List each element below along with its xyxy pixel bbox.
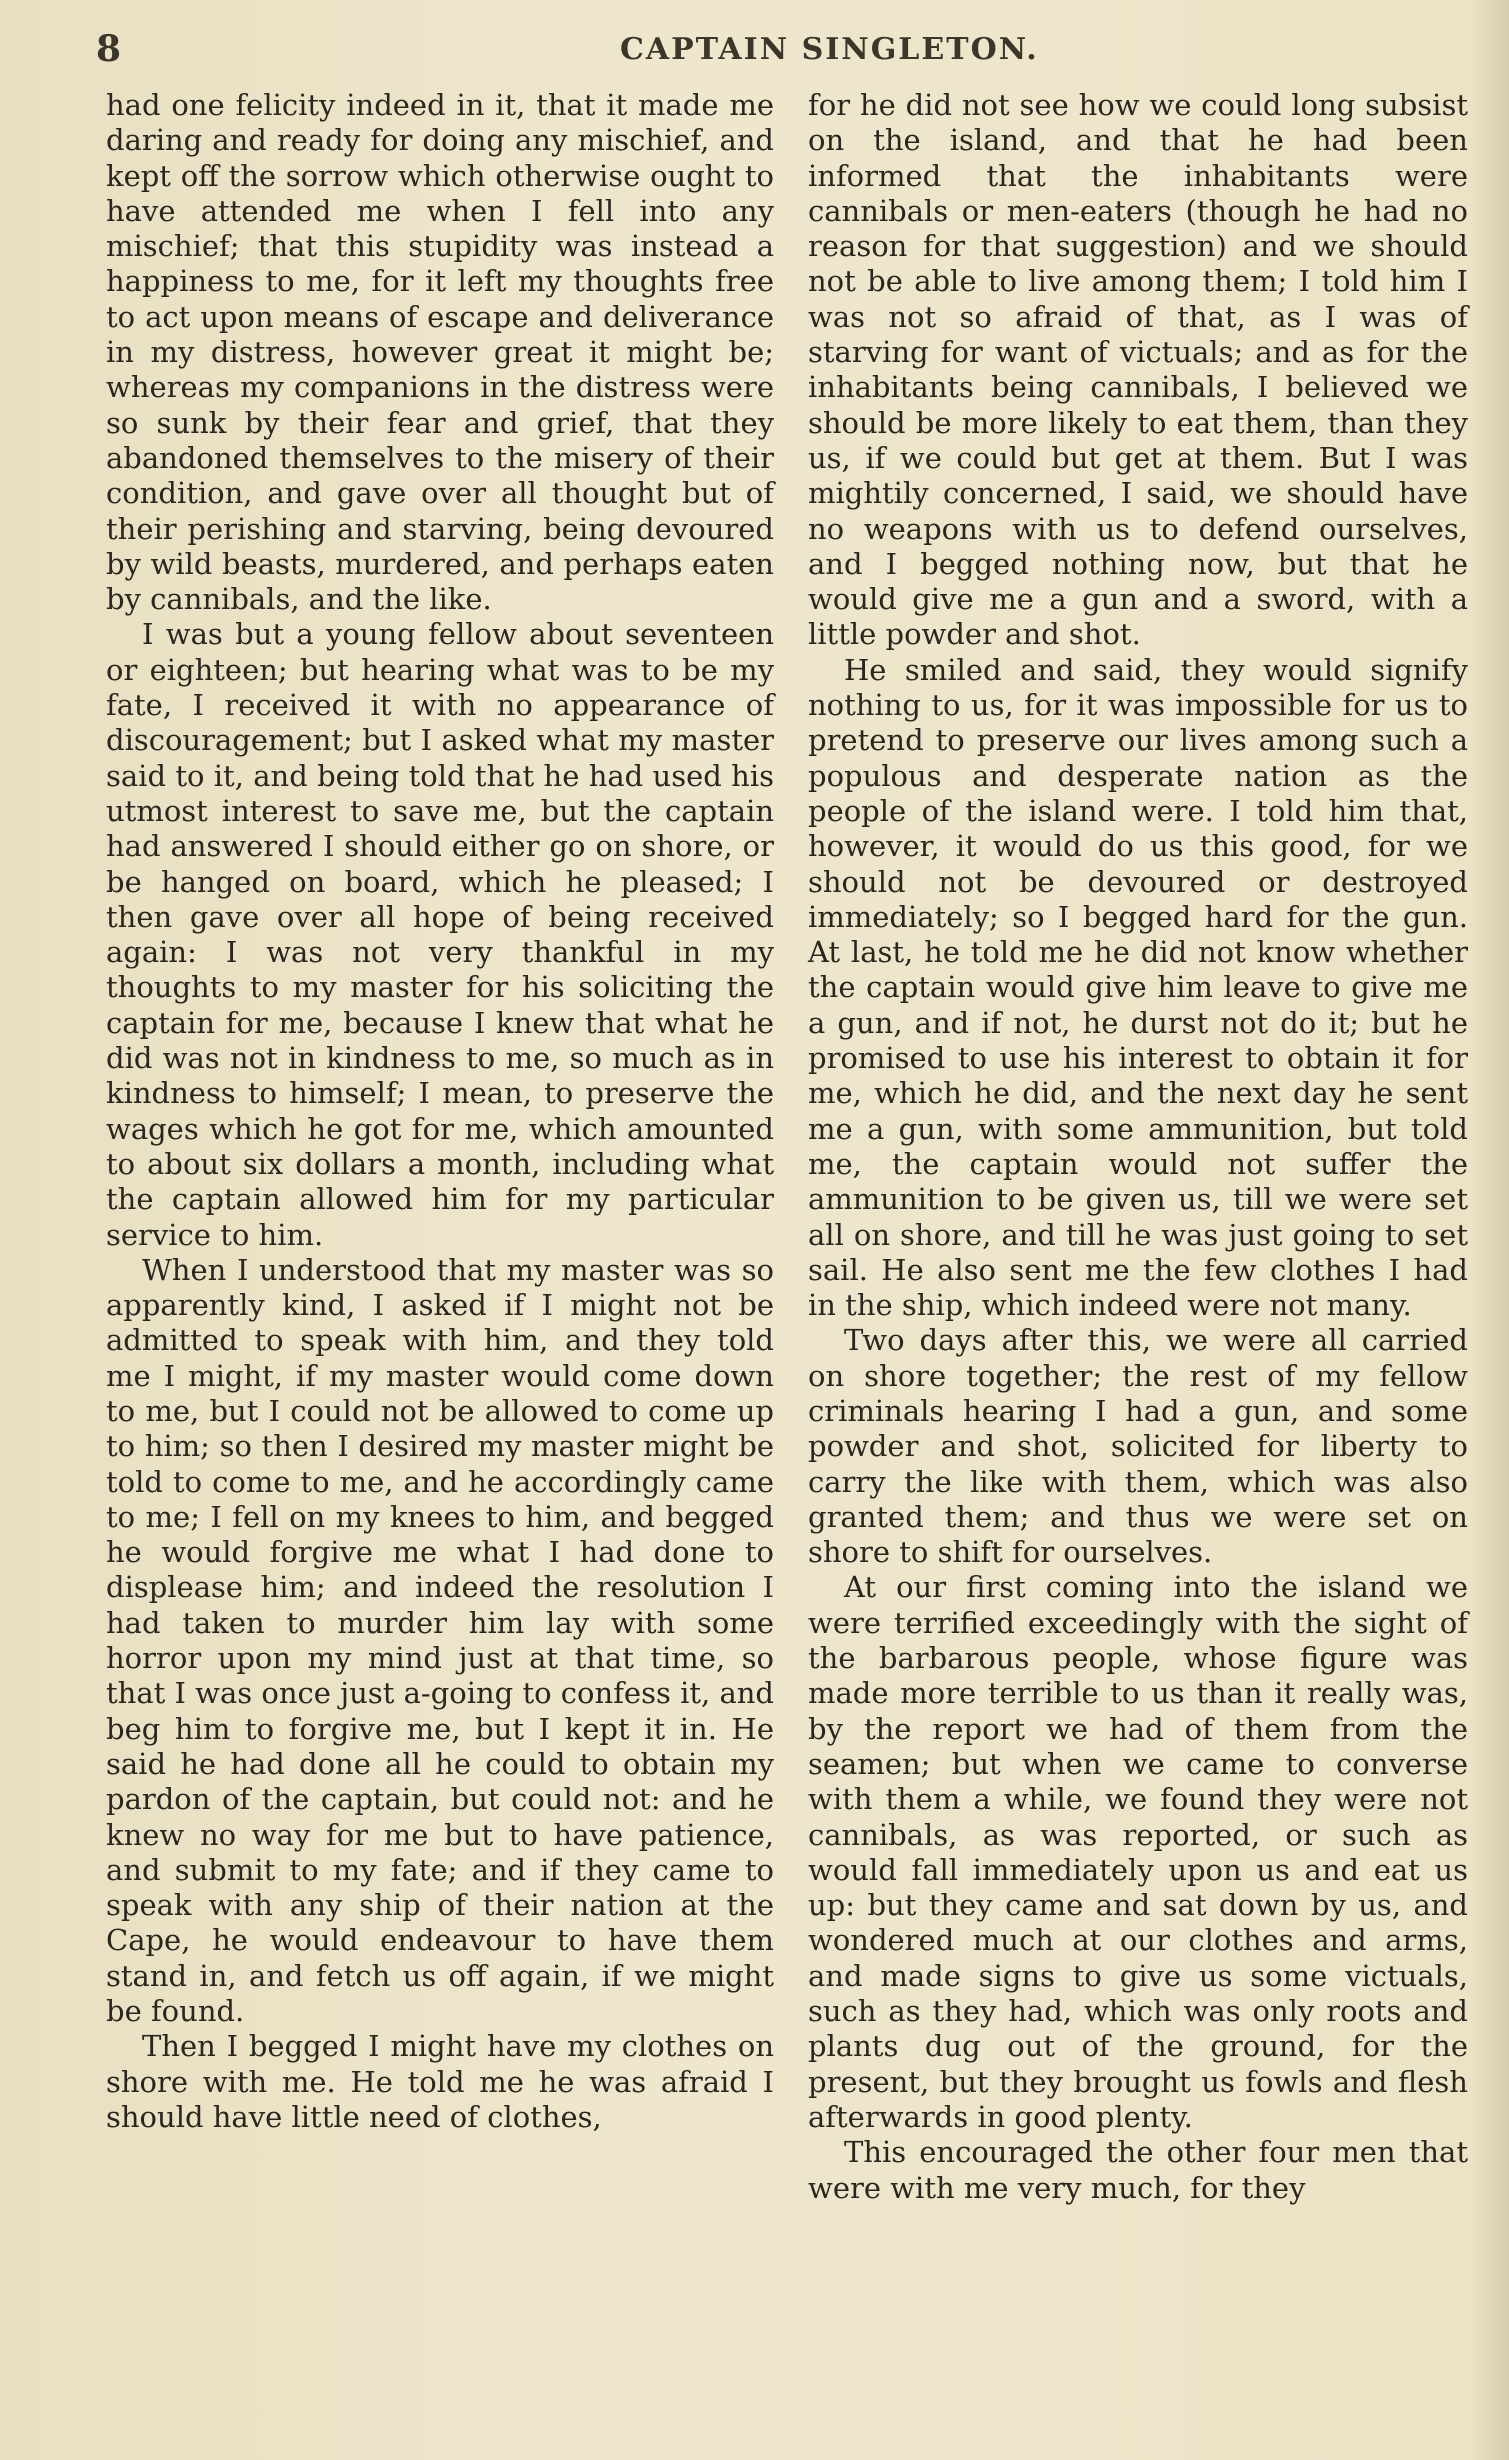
paragraph: When I understood that my master was so apparently kind, I asked if I might not be admitted to speak with him, and they told me I might, if my master would come down to me, but I could not be allowed to come up to him; so then I desired my master might be told to come to me, and he accordingly came to me; I fell on my knees to him, and begged he would forgive me what I had done to displease him; and indeed the resolution I had taken to murder him lay with some horror upon my mind just at that time, so that I was once just a-going to confess it, and beg him to forgive me, but I kept it in. He said he had done all he could to obtain my pardon of the captain, but could not: and he knew no way for me but to have patience, and submit to my fate; and if they came to speak with any ship of their nation at the Cape, he would endeavour to have them stand in, and fetch us off again, if we might be found. (106, 1252, 774, 2029)
right-column (808, 88, 1468, 2206)
page-edge-shadow (1469, 0, 1509, 2460)
paragraph: He smiled and said, they would signify nothing to us, for it was impossible for us to pretend to preserve our lives among such a populous and desperate nation as the people of the island were. I told him that, however, it would do us this good, for we should not be devoured or destroyed immediately; so I begged hard for the gun. At last, he told me he did not know whether the captain would give him leave to give me a gun, and if not, he durst not do it; but he promised to use his interest to obtain it for me, which he did, and the next day he sent me a gun, with some ammunition, but told me, the captain would not suffer the ammunition to be given us, till we were set all on shore, and till he was just going to set sail. He also sent me the few clothes I had in the ship, which indeed were not many. (808, 652, 1468, 1323)
paragraph: I was but a young fellow about seventeen or eighteen; but hearing what was to be my fate, I received it with no appearance of discouragement; but I asked what my master said to it, and being told that he had used his utmost interest to save me, but the captain had answered I should either go on shore, or be hanged on board, which he pleased; I then gave over all hope of being received again: I was not very thankful in my thoughts to my master for his soliciting the captain for me, because I knew that what he did was not in kindness to me, so much as in kindness to himself; I mean, to preserve the wages which he got for me, which amounted to about six dollars a month, including what the captain allowed him for my particular service to him. (106, 617, 774, 1252)
page-header (0, 14, 1509, 74)
paragraph: This encouraged the other four men that were with me very much, for they (808, 2135, 1468, 2205)
left-column (106, 88, 774, 2135)
paragraph: for he did not see how we could long subsist on the island, and that he had been informed that the inhabitants were cannibals or men-eaters (though he had no reason for that suggestion) and we should not be able to live among them; I told him I was not so afraid of that, as I was of starving for want of victuals; and as for the inhabitants being cannibals, I believed we should be more likely to eat them, than they us, if we could but get at them. But I was mightily concerned, I said, we should have no weapons with us to defend ourselves, and I begged nothing now, but that he would give me a gun and a sword, with a little powder and shot. (808, 88, 1468, 652)
paragraph: had one felicity indeed in it, that it made me daring and ready for doing any mischief, and kept off the sorrow which otherwise ought to have attended me when I fell into any mischief; that this stupidity was instead a happiness to me, for it left my thoughts free to act upon means of escape and deliverance in my distress, however great it might be; whereas my companions in the distress were so sunk by their fear and grief, that they abandoned themselves to the misery of their condition, and gave over all thought but of their perishing and starving, being devoured by wild beasts, murdered, and perhaps eaten by cannibals, and the like. (106, 88, 774, 617)
running-title: CAPTAIN SINGLETON. (620, 32, 1039, 67)
page-number: 8 (96, 28, 122, 70)
paragraph: Two days after this, we were all carried on shore together; the rest of my fellow criminals hearing I had a gun, and some powder and shot, solicited for liberty to carry the like with them, which was also granted them; and thus we were set on shore to shift for ourselves. (808, 1323, 1468, 1570)
paragraph: Then I begged I might have my clothes on shore with me. He told me he was afraid I should have little need of clothes, (106, 2029, 774, 2134)
paragraph: At our first coming into the island we were terrified exceedingly with the sight of the barbarous people, whose figure was made more terrible to us than it really was, by the report we had of them from the seamen; but when we came to converse with them a while, we found they were not cannibals, as was reported, or such as would fall immediately upon us and eat us up: but they came and sat down by us, and wondered much at our clothes and arms, and made signs to give us some victuals, such as they had, which was only roots and plants dug out of the ground, for the present, but they brought us fowls and flesh afterwards in good plenty. (808, 1570, 1468, 2134)
